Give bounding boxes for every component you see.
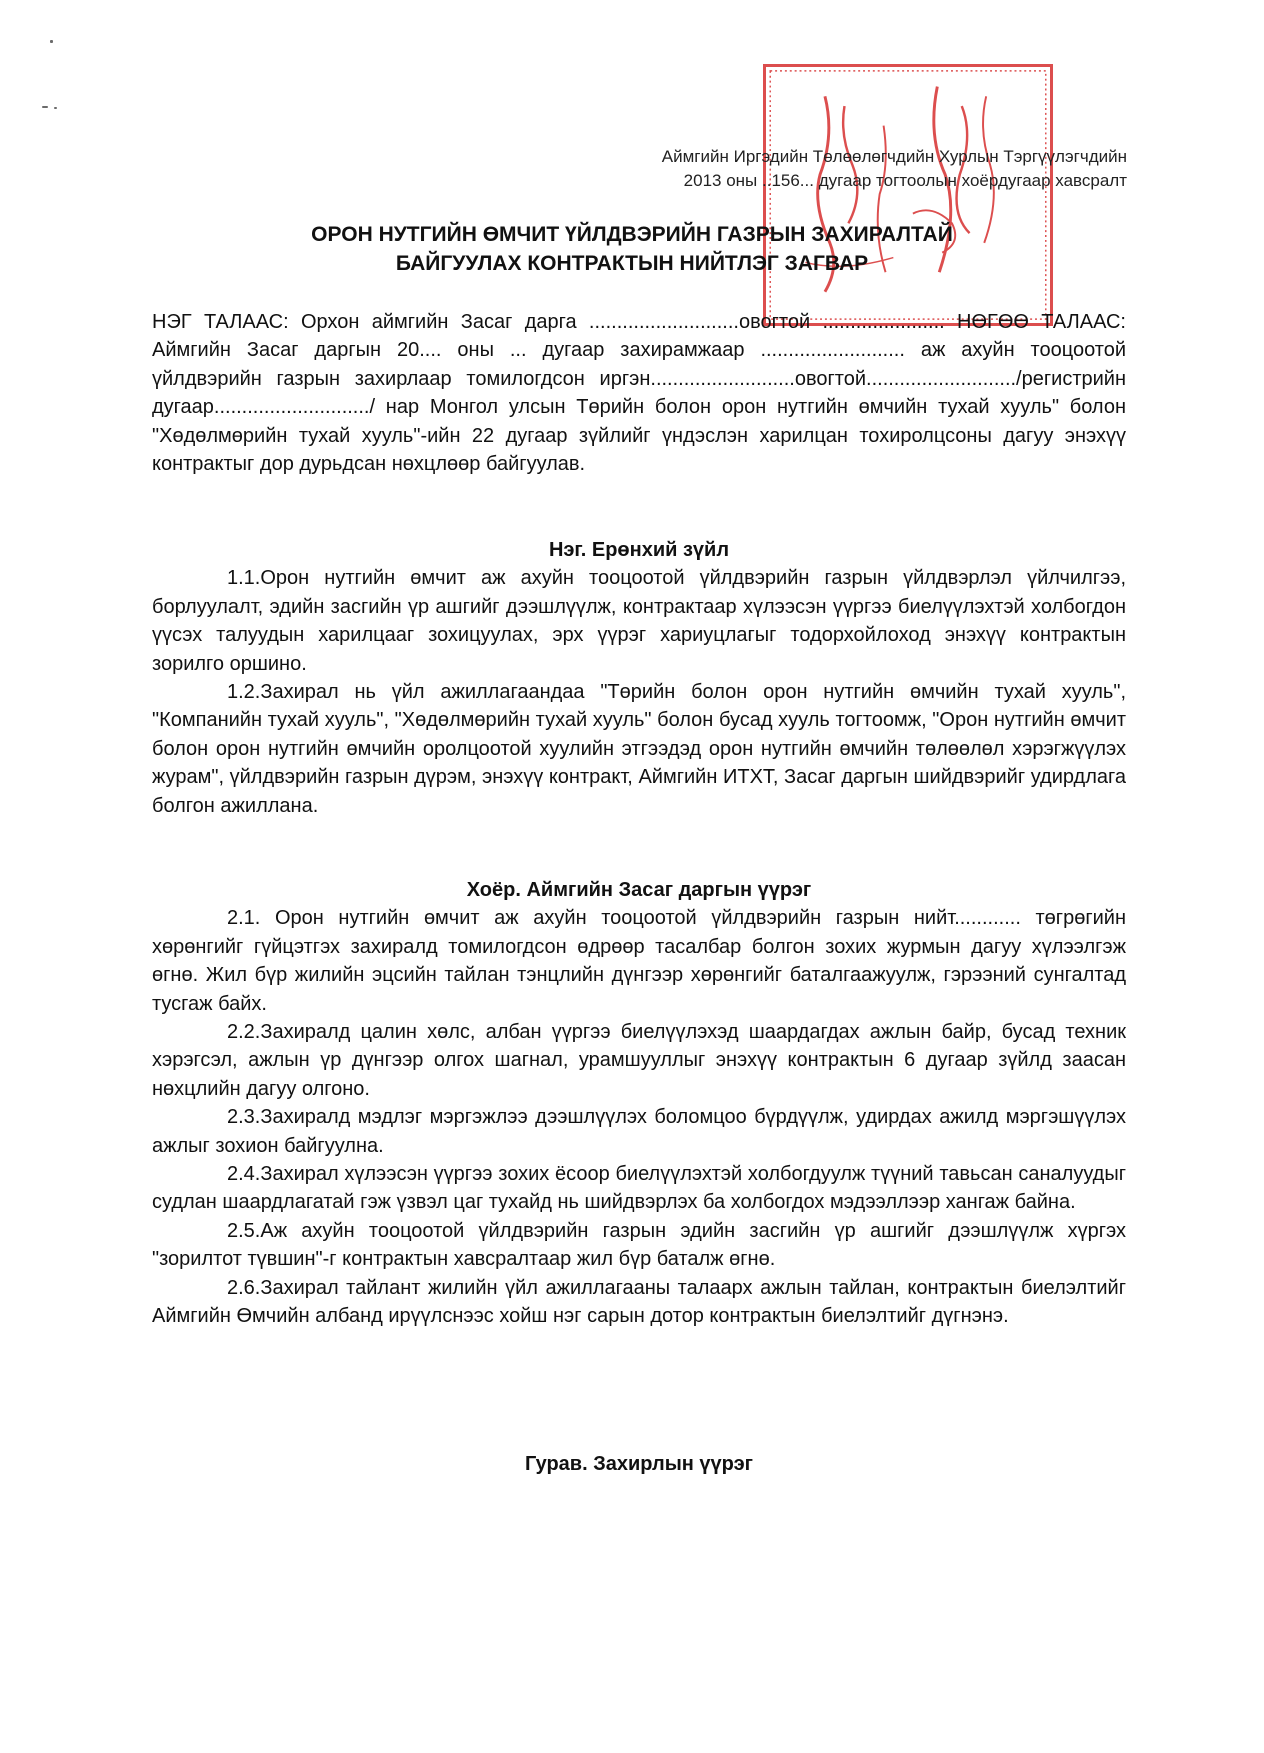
clause-2-1: 2.1. Орон нутгийн өмчит аж ахуйн тооцоотой үйлдвэрийн газрын нийт............ төгрөгийн хөрөнгийг гүйцэтгэх захиралд томилогдсон өдрөөр тасалбар болгон зохих журмын дагуу хүлээлгэж өгнө. Жил бүр жилийн эцсийн тайлан тэнцлийн дүнгээр хөрөнгийг баталгаажуулж, гэрээний сунгалтад тусгаж байх. — [152, 907, 1126, 1015]
title-line-2: БАЙГУУЛАХ КОНТРАКТЫН НИЙТЛЭГ ЗАГВАР — [395, 252, 869, 275]
section-director-duties — [152, 1450, 1126, 1478]
clause-1-2: 1.2.Захирал нь үйл ажиллагаандаа "Төрийн болон орон нутгийн өмчийн тухай хууль", "Компанийн тухай хууль", "Хөдөлмөрийн тухай хууль" болон бусад хууль тогтоомж, "Орон нутгийн өмчит болон орон нутгийн өмчийн оролцоотой хуулийн этгээдэд орон нутгийн өмчийн төлөөлөл хэрэгжүүлэх журам", үйлдвэрийн газрын дүрэм, энэхүү контракт, Аймгийн ИТХТ, Засаг даргын шийдвэрийг удирдлага болгон ажиллана. — [152, 681, 1126, 817]
document-header-note — [427, 145, 1127, 193]
section-3-heading: Гурав. Захирлын үүрэг — [525, 1453, 753, 1475]
clause-1-1: 1.1.Орон нутгийн өмчит аж ахуйн тооцоотой үйлдвэрийн газрын үйлдвэрлэл үйлчилгээ, борлуулалт, эдийн засгийн үр ашгийг дээшлүүлж, контрактаар хүлээсэн үүргээ биелүүлэхтэй холбогдон үүсэх талуудын харилцааг зохицуулах, эрх үүрэг хариуцлагыг тодорхойлоход энэхүү контрактын зорилго оршино. — [152, 567, 1126, 675]
official-stamp — [763, 64, 1053, 326]
document-title — [150, 220, 1114, 278]
title-line-1: ОРОН НУТГИЙН ӨМЧИТ ҮЙЛДВЭРИЙН ГАЗРЫН ЗАХИРАЛТАЙ — [311, 223, 953, 246]
section-governor-duties — [152, 876, 1126, 1331]
section-1-heading: Нэг. Ерөнхий зүйл — [548, 539, 730, 561]
contract-parties-paragraph — [152, 308, 1126, 478]
intro-text: НЭГ ТАЛААС: Орхон аймгийн Засаг дарга ...........................овогтой ...................... НӨГӨӨ ТАЛААС: Аймгийн Засаг даргын 20.... оны ... дугаар захирамжаар .......................... аж ахуйн тооцоотой үйлдвэрийн газрын захирлаар томилогдсон иргэн..........................овогтой.........................../регистрийн дугаар............................/ нар Монгол улсын Төрийн болон орон нутгийн өмчийн тухай хууль" болон "Хөдөлмөрийн тухай хууль"-ийн 22 дугаар зүйлийг үндэслэн харилцан тохиролцсоны дагуу энэхүү контрактыг дор дурьдсан нөхцлөөр байгуулав. — [152, 311, 1126, 476]
clause-2-5: 2.5.Аж ахуйн тооцоотой үйлдвэрийн газрын эдийн засгийн үр ашгийг дээшлүүлж хүргэх "зорилтот түвшин"-г контрактын хавсралтаар жил бүр баталж өгнө. — [152, 1219, 1126, 1271]
scan-speck — [54, 107, 57, 109]
section-2-heading: Хоёр. Аймгийн Засаг даргын үүрэг — [466, 879, 812, 901]
signature-mark — [766, 67, 1050, 323]
scan-speck — [50, 40, 53, 43]
clause-2-2: 2.2.Захиралд цалин хөлс, албан үүргээ биелүүлэхэд шаардагдах ажлын байр, бусад техник хэрэгсэл, ажлын үр дүнгээр олгох шагнал, урамшууллыг энэхүү контрактын 6 дугаар зүйлд заасан нөхцлийн дагуу олгоно. — [152, 1021, 1126, 1100]
clause-2-6: 2.6.Захирал тайлант жилийн үйл ажиллагааны талаарх ажлын тайлан, контрактын биелэлтийг Аймгийн Өмчийн албанд ирүүлснээс хойш нэг сарын дотор контрактын биелэлтийг дүгнэнэ. — [152, 1276, 1126, 1328]
clause-2-4: 2.4.Захирал хүлээсэн үүргээ зохих ёсоор биелүүлэхтэй холбогдуулж түүний тавьсан саналуудыг судлан шаардлагатай гэж үзвэл цаг тухайд нь шийдвэрлэх ба холбогдох мэдээллээр хангаж байна. — [152, 1163, 1126, 1214]
clause-2-3: 2.3.Захиралд мэдлэг мэргэжлээ дээшлүүлэх боломцоо бүрдүүлж, удирдах ажилд мэргэшүүлэх ажлыг зохион байгуулна. — [152, 1106, 1126, 1157]
scan-speck — [42, 106, 48, 108]
header-line-2: 2013 оны ..156... дугаар тогтоолын хоёрдугаар хавсралт — [683, 171, 1127, 190]
header-line-1: Аймгийн Иргэдийн Төлөөлөгчдийн Хурлын Тэргүүлэгчдийн — [661, 147, 1127, 166]
section-general-provisions — [152, 536, 1126, 820]
